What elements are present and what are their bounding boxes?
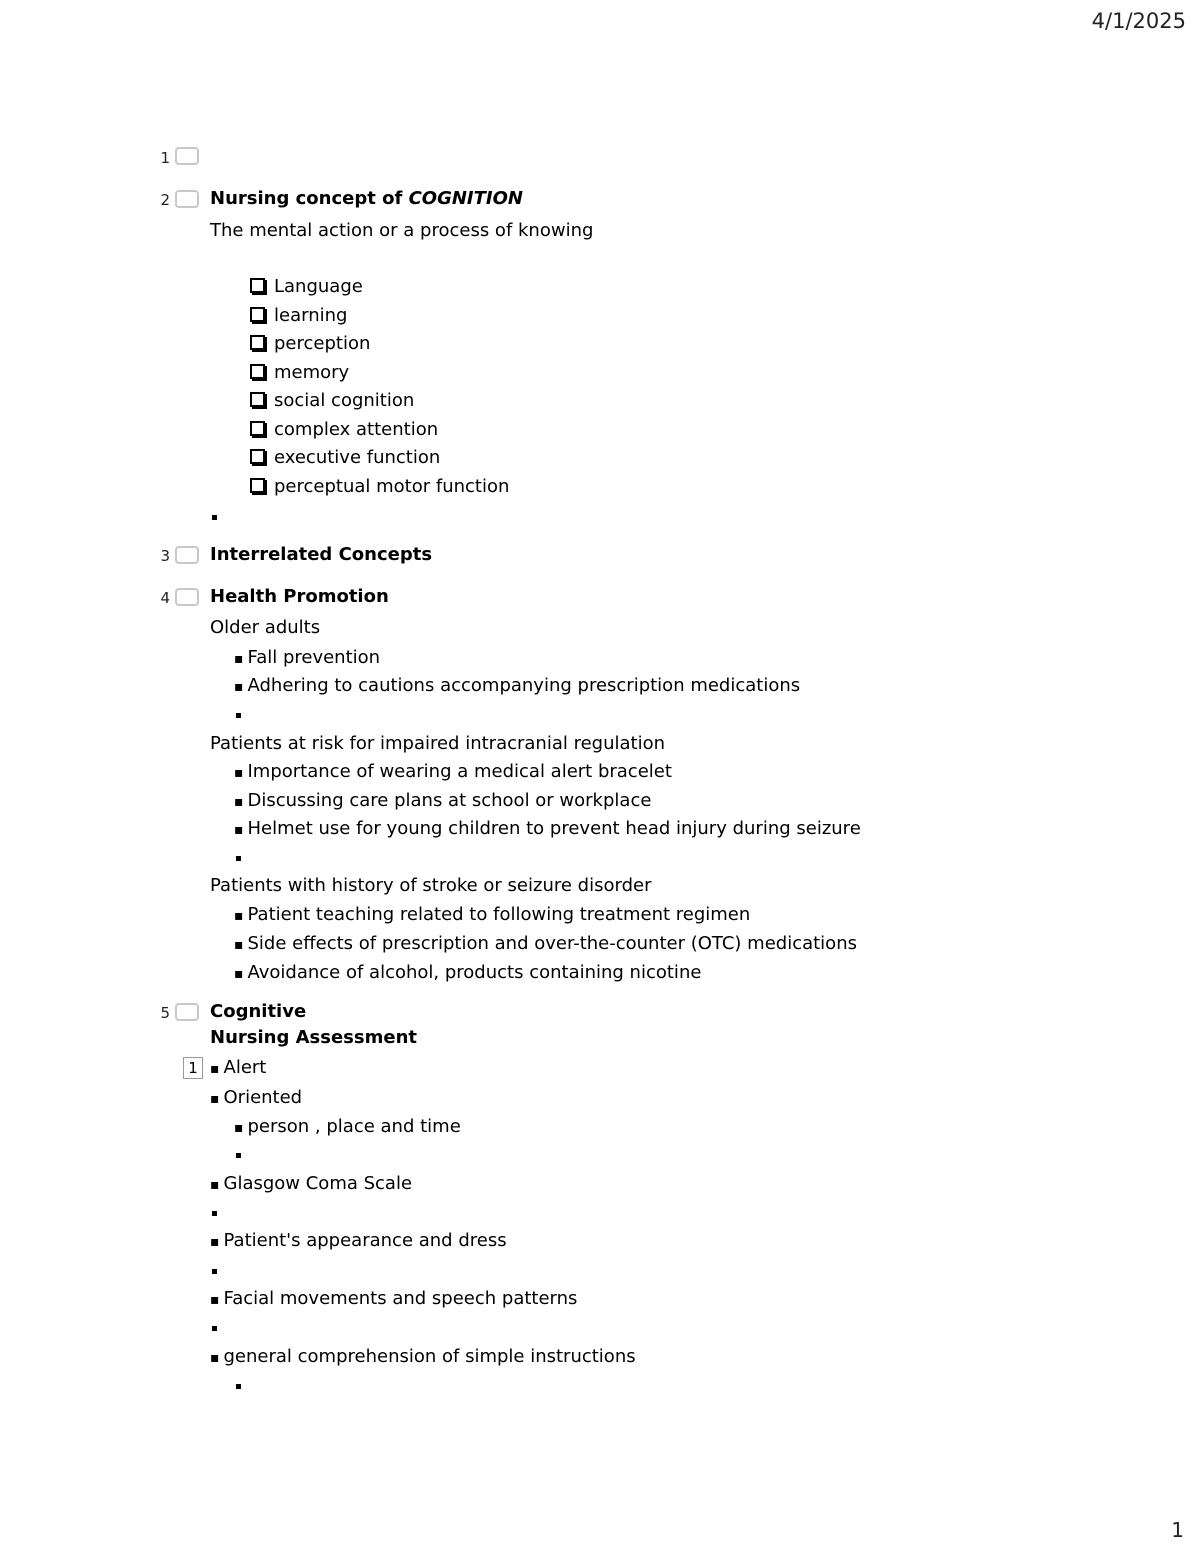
list-item: ▪ Side effects of prescription and over-the-counter (OTC) medications xyxy=(234,933,857,956)
section-checkbox[interactable] xyxy=(175,147,199,165)
list-item: ▪ Oriented xyxy=(210,1087,302,1110)
definition-text: The mental action or a process of knowing xyxy=(210,220,594,241)
section-number: 1 xyxy=(160,149,170,167)
page-number: 1 xyxy=(1171,1518,1184,1542)
document-date: 4/1/2025 xyxy=(1091,9,1186,33)
section-checkbox[interactable] xyxy=(175,546,199,564)
list-item: memory xyxy=(250,362,349,384)
section-number: 5 xyxy=(160,1004,170,1022)
section-subtitle: Nursing Assessment xyxy=(210,1027,417,1048)
empty-bullet xyxy=(212,515,217,520)
section-number: 2 xyxy=(160,191,170,209)
empty-bullet xyxy=(212,1326,217,1331)
list-item: ▪ general comprehension of simple instructions xyxy=(210,1346,636,1369)
section-title: Cognitive xyxy=(210,1001,307,1022)
list-item: ▪ Alert xyxy=(210,1057,266,1080)
section-number: 3 xyxy=(160,547,170,565)
item-tag[interactable]: 1 xyxy=(183,1057,203,1079)
list-item: ▪ person , place and time xyxy=(234,1116,461,1139)
list-item: ▪ Glasgow Coma Scale xyxy=(210,1173,412,1196)
list-item: ▪ Helmet use for young children to prevent head injury during seizure xyxy=(234,818,861,841)
list-item: perceptual motor function xyxy=(250,476,509,498)
empty-bullet xyxy=(236,1384,241,1389)
section-title xyxy=(210,188,523,210)
empty-bullet xyxy=(236,713,241,718)
list-item: Language xyxy=(250,276,363,298)
section-checkbox[interactable] xyxy=(175,1003,199,1021)
empty-bullet xyxy=(236,856,241,861)
list-item: executive function xyxy=(250,447,440,469)
section-title: Health Promotion xyxy=(210,586,389,607)
list-item: ▪ Patient's appearance and dress xyxy=(210,1230,507,1253)
section-number: 4 xyxy=(160,589,170,607)
list-item: ▪ Discussing care plans at school or workplace xyxy=(234,790,651,813)
group-heading: Patients at risk for impaired intracranial regulation xyxy=(210,733,666,754)
section-title: Interrelated Concepts xyxy=(210,544,433,565)
section-title-prefix: Nursing concept of xyxy=(210,188,409,209)
group-heading: Older adults xyxy=(210,617,321,638)
empty-bullet xyxy=(212,1211,217,1216)
section-checkbox[interactable] xyxy=(175,588,199,606)
list-item: ▪ Patient teaching related to following treatment regimen xyxy=(234,904,750,927)
list-item: ▪ Adhering to cautions accompanying prescription medications xyxy=(234,675,800,698)
empty-bullet xyxy=(236,1153,241,1158)
section-checkbox[interactable] xyxy=(175,190,199,208)
list-item: complex attention xyxy=(250,419,438,441)
section-title-emphasis: COGNITION xyxy=(408,188,523,209)
group-heading: Patients with history of stroke or seizure disorder xyxy=(210,875,652,896)
list-item: ▪ Importance of wearing a medical alert bracelet xyxy=(234,761,672,784)
empty-bullet xyxy=(212,1269,217,1274)
list-item: ▪ Avoidance of alcohol, products containing nicotine xyxy=(234,962,701,985)
list-item: perception xyxy=(250,333,370,355)
list-item: social cognition xyxy=(250,390,414,412)
list-item: learning xyxy=(250,305,347,327)
list-item: ▪ Facial movements and speech patterns xyxy=(210,1288,577,1311)
list-item: ▪ Fall prevention xyxy=(234,647,380,670)
